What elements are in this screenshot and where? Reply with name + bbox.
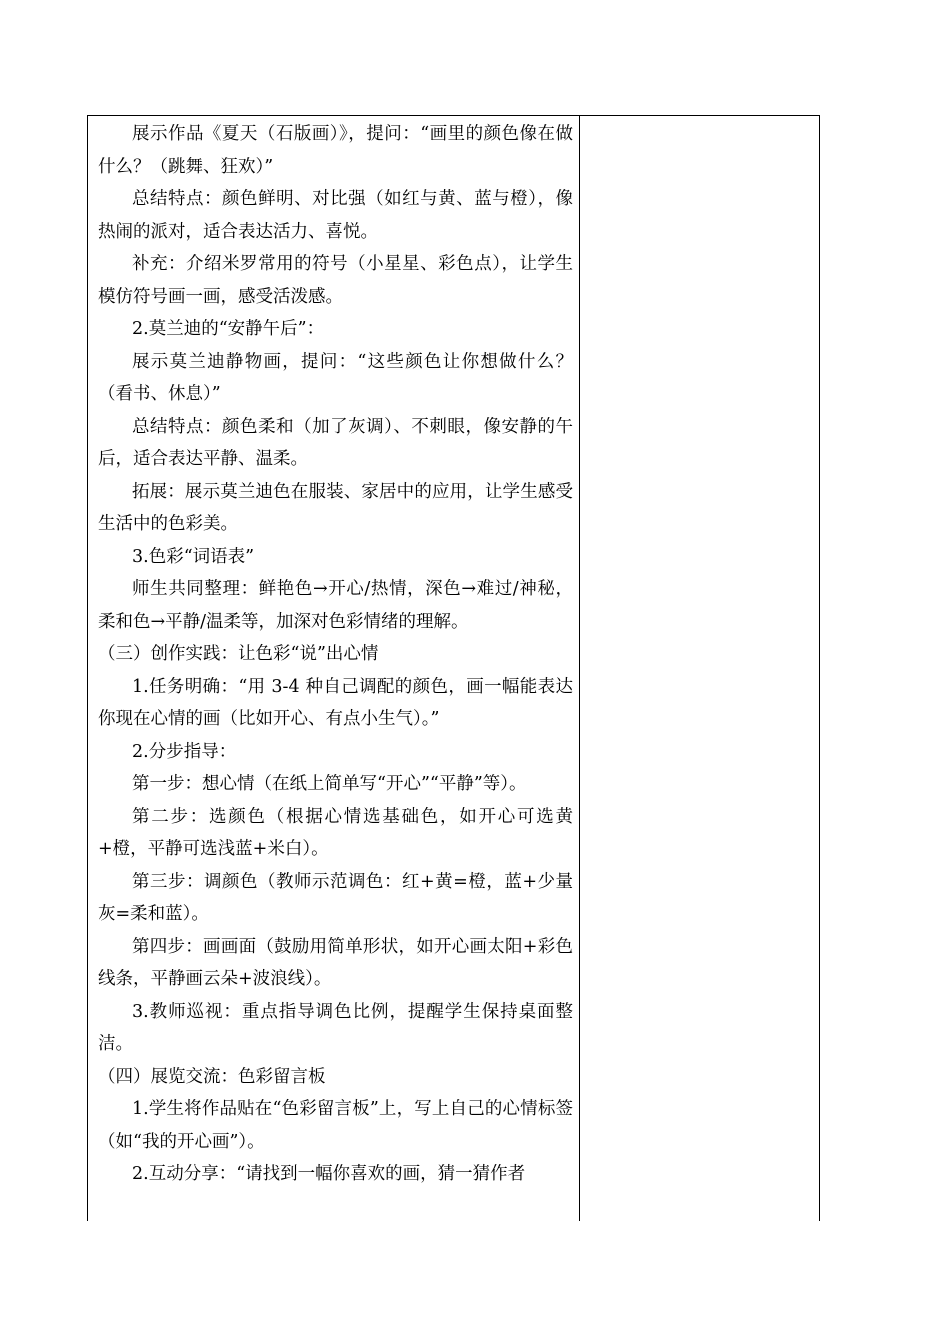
paragraph: 师生共同整理：鲜艳色→开心/热情，深色→难过/神秘，柔和色→平静/温柔等，加深对色彩情绪的理解。 (98, 579, 573, 632)
column-divider (579, 116, 580, 1221)
paragraph: 总结特点：颜色鲜明、对比强（如红与黄、蓝与橙），像热闹的派对，适合表达活力、喜悦。 (98, 189, 573, 242)
paragraph: 2.莫兰迪的“安静午后”： (132, 319, 325, 339)
paragraph: 补充：介绍米罗常用的符号（小星星、彩色点），让学生模仿符号画一画，感受活泼感。 (98, 254, 573, 307)
section-heading: （三）创作实践：让色彩“说”出心情 (98, 644, 379, 664)
notes-cell (581, 116, 819, 1221)
teaching-process-text (98, 118, 573, 1191)
lesson-plan-table (87, 115, 820, 1221)
paragraph: 总结特点：颜色柔和（加了灰调）、不刺眼，像安静的午后，适合表达平静、温柔。 (98, 416, 573, 469)
paragraph: 第四步：画画面（鼓励用简单形状，如开心画太阳+彩色线条，平静画云朵+波浪线）。 (98, 936, 573, 989)
paragraph: 2.分步指导： (132, 741, 237, 762)
paragraph: 第二步：选颜色（根据心情选基础色，如开心可选黄+橙，平静可选浅蓝+米白）。 (98, 806, 573, 859)
paragraph: 1.学生将作品贴在“色彩留言板”上，写上自己的心情标签（如“我的开心画”）。 (98, 1099, 573, 1152)
paragraph: 展示作品《夏天（石版画）》，提问：“画里的颜色像在做什么？（跳舞、狂欢）” (98, 124, 573, 177)
teaching-process-cell (88, 116, 579, 1221)
paragraph: 第三步：调颜色（教师示范调色：红+黄=橙，蓝+少量灰=柔和蓝）。 (98, 871, 573, 924)
paragraph: 1.任务明确：“用 3-4 种自己调配的颜色，画一幅能表达你现在心情的画（比如开心、有点小生气）。” (98, 676, 573, 729)
paragraph: 3.教师巡视：重点指导调色比例，提醒学生保持桌面整洁。 (98, 1001, 573, 1054)
paragraph: 3.色彩“词语表” (132, 546, 255, 567)
paragraph: 第一步：想心情（在纸上简单写“开心”“平静”等）。 (132, 774, 527, 794)
section-heading: （四）展览交流：色彩留言板 (98, 1066, 326, 1087)
paragraph: 拓展：展示莫兰迪色在服装、家居中的应用，让学生感受生活中的色彩美。 (98, 481, 573, 534)
paragraph: 2.互动分享：“请找到一幅你喜欢的画，猜一猜作者 (132, 1164, 526, 1184)
paragraph: 展示莫兰迪静物画，提问：“这些颜色让你想做什么？（看书、休息）” (98, 351, 573, 404)
